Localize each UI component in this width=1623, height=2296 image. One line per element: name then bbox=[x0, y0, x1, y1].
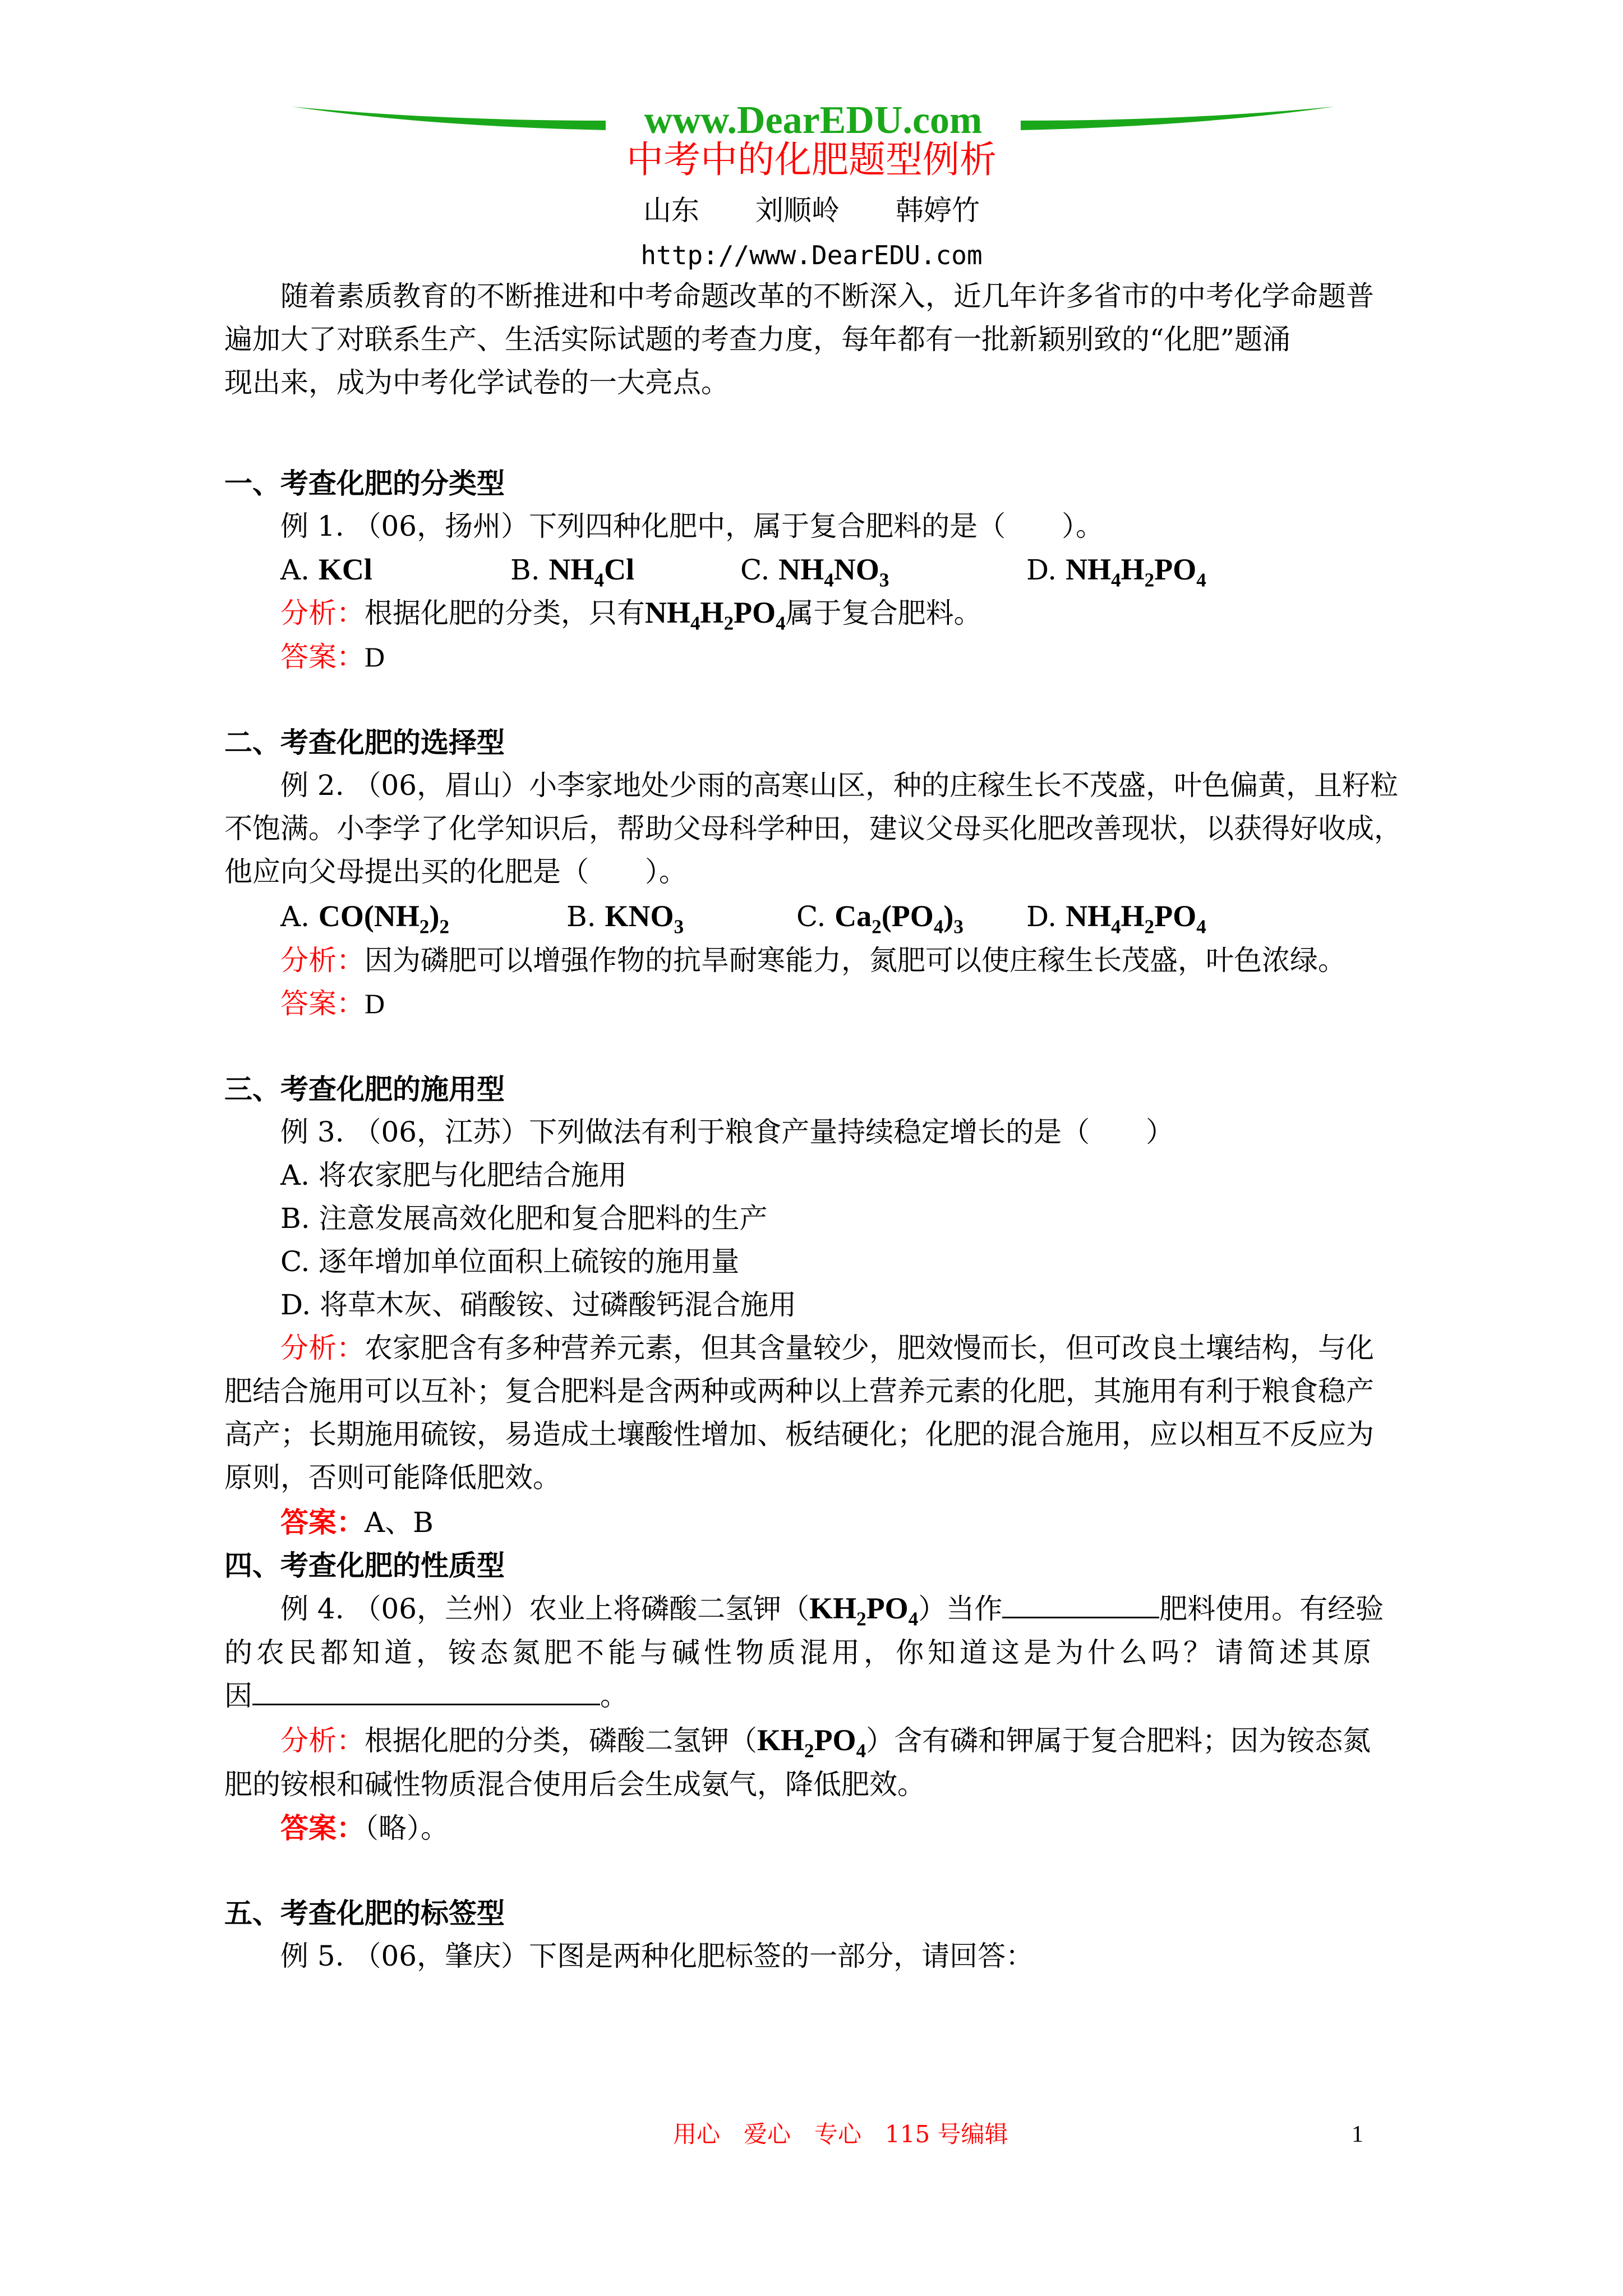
option-d: D. 将草木灰、硝酸铵、过磷酸钙混合施用 bbox=[280, 1289, 797, 1321]
analysis-3-line: 肥结合施用可以互补；复合肥料是含两种或两种以上营养元素的化肥，其施用有利于粮食稳产 bbox=[224, 1375, 1374, 1407]
question-4-line: 例 4. （06，兰州）农业上将磷酸二氢钾$(KH_2PO_4)$当作 肥料使用。有经验 bbox=[280, 1587, 1384, 1631]
option-c: C. 逐年增加单位面积上硫铵的施用量 bbox=[280, 1245, 740, 1278]
intro-line: 随着素质教育的不断推进和中考命题改革的不断深入，近几年许多省市的中考化学命题普 bbox=[280, 280, 1374, 312]
option-a: A. 将农家肥与化肥结合施用 bbox=[280, 1159, 627, 1191]
section-heading-2: 二、考查化肥的选择型 bbox=[224, 726, 505, 759]
page-title: 中考中的化肥题型例析 bbox=[626, 138, 997, 181]
options-1 bbox=[280, 548, 372, 592]
logo-text: www.DearEDU.com bbox=[644, 99, 983, 142]
question-2-line: 他应向父母提出买的化肥是（ ）。 bbox=[224, 855, 687, 888]
option-b: B. $NH_4Cl$ bbox=[510, 553, 635, 591]
option-c: C. $Ca_2(PO_4)_3$ bbox=[796, 899, 963, 938]
option-d: D. $NH_4H_2PO_4$ bbox=[1026, 553, 1206, 591]
section-heading-1: 一、考查化肥的分类型 bbox=[224, 467, 505, 500]
question-2-line: 例 2. （06，眉山）小李家地处少雨的高寒山区，种的庄稼生长不茂盛，叶色偏黄，且籽粒 bbox=[280, 769, 1399, 802]
option-d: D. $NH_4H_2PO_4$ bbox=[1026, 899, 1206, 938]
analysis-3-line: 分析：农家肥含有多种营养元素，但其含量较少，肥效慢而长，但可改良土壤结构，与化 bbox=[280, 1332, 1374, 1364]
analysis-3-line: 高产；长期施用硫铵，易造成土壤酸性增加、板结硬化；化肥的混合施用，应以相互不反应为 bbox=[224, 1418, 1374, 1451]
option-b: B. $KNO_3$ bbox=[566, 899, 684, 938]
section-heading-5: 五、考查化肥的标签型 bbox=[224, 1897, 505, 1930]
answer-1: 答案：D bbox=[280, 641, 385, 673]
analysis-4-line: 分析：根据化肥的分类，磷酸二氢钾$(KH_2PO_4)$含有磷和钾属于复合肥料；因为铵态氮 bbox=[280, 1723, 1371, 1762]
option-b: B. 注意发展高效化肥和复合肥料的生产 bbox=[280, 1202, 768, 1235]
authors: 山东 刘顺岭 韩婷竹 bbox=[643, 194, 980, 227]
fill-blank[interactable] bbox=[252, 1674, 600, 1705]
footer-text: 用心 爱心 专心 115 号编辑 bbox=[673, 2120, 1008, 2148]
option-c: C. $NH_4NO_3$ bbox=[740, 553, 889, 591]
question-1: 例 1. （06，扬州）下列四种化肥中，属于复合肥料的是（ ）。 bbox=[280, 510, 1104, 542]
answer-4: 答案：（略）。 bbox=[280, 1811, 449, 1844]
intro-line: 遍加大了对联系生产、生活实际试题的考查力度，每年都有一批新颖别致的“化肥”题涌 bbox=[224, 323, 1291, 356]
analysis-2: 分析：因为磷肥可以增强作物的抗旱耐寒能力，氮肥可以使庄稼生长茂盛，叶色浓绿。 bbox=[280, 944, 1346, 977]
analysis-1: 分析：根据化肥的分类，只有$NH_4H_2PO_4$属于复合肥料。 bbox=[280, 596, 982, 634]
analysis-4-line: 肥的铵根和碱性物质混合使用后会生成氨气，降低肥效。 bbox=[224, 1768, 925, 1801]
answer-3: 答案：A、B bbox=[280, 1506, 434, 1539]
section-heading-3: 三、考查化肥的施用型 bbox=[224, 1073, 505, 1106]
fill-blank[interactable] bbox=[1002, 1588, 1159, 1618]
analysis-3-line: 原则，否则可能降低肥效。 bbox=[224, 1461, 561, 1494]
section-heading-4: 四、考查化肥的性质型 bbox=[224, 1549, 505, 1582]
option-a: A. KCl bbox=[280, 553, 372, 586]
page-number: 1 bbox=[1352, 2122, 1363, 2147]
question-3: 例 3. （06，江苏）下列做法有利于粮食产量持续稳定增长的是（ ） bbox=[280, 1116, 1174, 1148]
question-4-line: 因 。 bbox=[224, 1674, 628, 1718]
source-url: http://www.DearEDU.com bbox=[640, 240, 983, 270]
answer-2: 答案：D bbox=[280, 987, 385, 1020]
question-4-line: 的农民都知道，铵态氮肥不能与碱性物质混用，你知道这是为什么吗？请简述其原 bbox=[224, 1636, 1375, 1669]
option-a: A. $CO(NH_2)_2$ bbox=[280, 899, 449, 938]
intro-line: 现出来，成为中考化学试卷的一大亮点。 bbox=[224, 366, 729, 399]
question-5: 例 5. （06，肇庆）下图是两种化肥标签的一部分，请回答： bbox=[280, 1940, 1034, 1972]
question-2-line: 不饱满。小李学了化学知识后，帮助父母科学种田，建议父母买化肥改善现状，以获得好收成， bbox=[224, 812, 1402, 845]
